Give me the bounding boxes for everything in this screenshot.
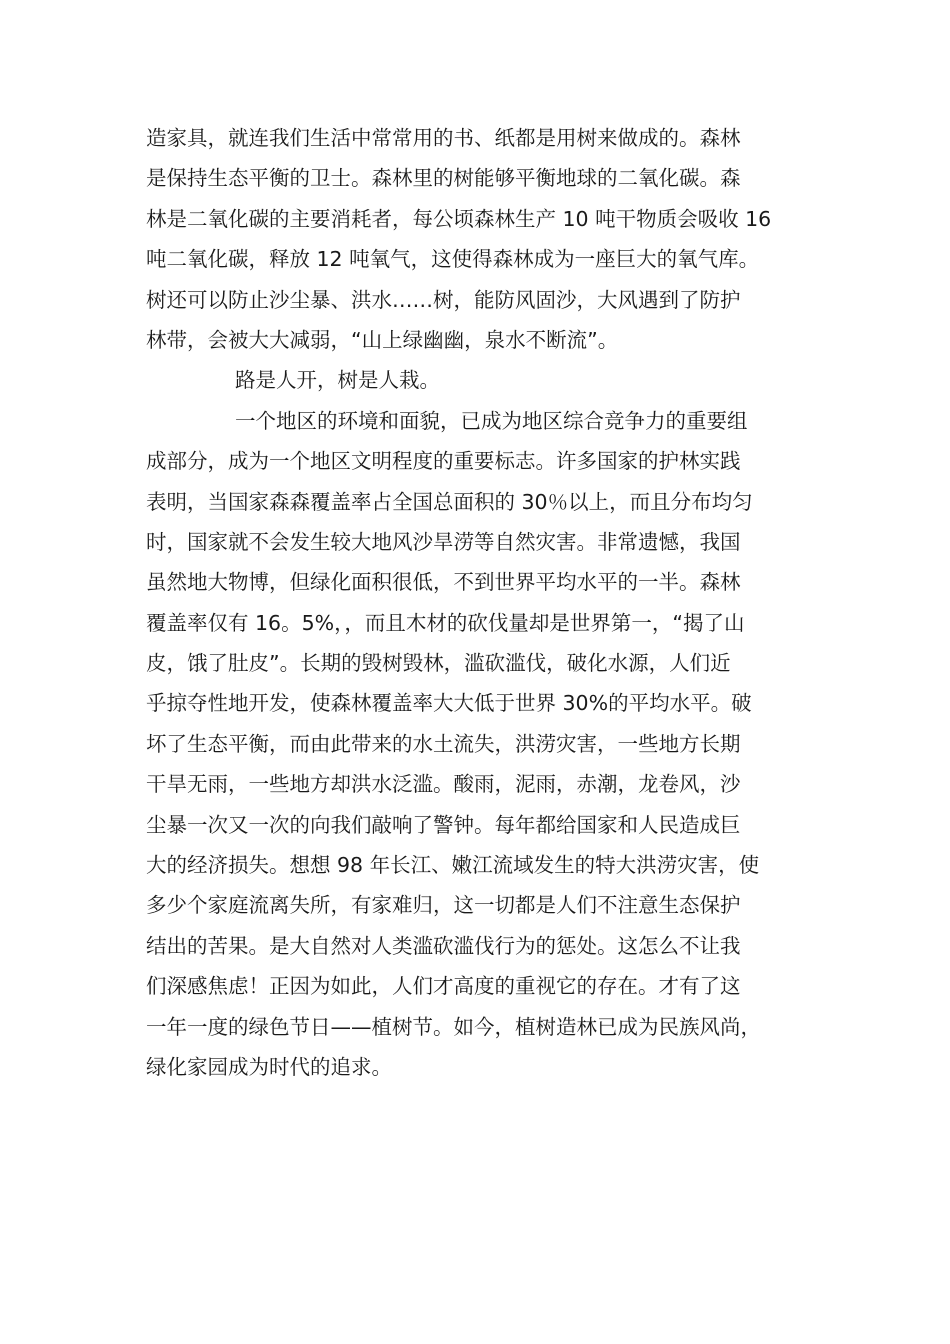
text-line: 时，国家就不会发生较大地风沙旱涝等自然灾害。非常遗憾，我国 (146, 529, 741, 554)
text-line: 结出的苦果。是大自然对人类滥砍滥伐行为的惩处。这怎么不让我 (146, 933, 741, 958)
text-line: 干旱无雨，一些地方却洪水泛滥。酸雨，泥雨，赤潮，龙卷风，沙 (146, 772, 741, 797)
text-line: 吨二氧化碳，释放 12 吨氧气，这使得森林成为一座巨大的氧气库。 (146, 247, 760, 272)
paragraph-environment (146, 401, 816, 1088)
paragraph-road-and-trees (146, 360, 816, 400)
text-line: 一个地区的环境和面貌，已成为地区综合竞争力的重要组 (235, 408, 748, 433)
text-line: 绿化家园成为时代的追求。 (146, 1054, 392, 1079)
paragraph-forest-benefits (146, 118, 816, 360)
text-line: 多少个家庭流离失所，有家难归，这一切都是人们不注意生态保护 (146, 893, 741, 918)
text-line: 造家具，就连我们生活中常常用的书、纸都是用树来做成的。森林 (146, 126, 741, 150)
text-line: 尘暴一次又一次的向我们敲响了警钟。每年都给国家和人民造成巨 (146, 812, 741, 837)
text-line: 成部分，成为一个地区文明程度的重要标志。许多国家的护林实践 (146, 449, 741, 474)
text-line: 覆盖率仅有 16。5%，，而且木材的砍伐量却是世界第一，“揭了山 (146, 610, 745, 635)
text-line: 路是人开，树是人栽。 (235, 368, 440, 393)
text-line: 坏了生态平衡，而由此带来的水土流失，洪涝灾害，一些地方长期 (146, 731, 741, 756)
text-line: 大的经济损失。想想 98 年长江、嫩江流域发生的特大洪涝灾害，使 (146, 853, 760, 878)
text-line: 一年一度的绿色节日——植树节。如今，植树造林已成为民族风尚， (146, 1014, 761, 1039)
text-line: 树还可以防止沙尘暴、洪水……树，能防风固沙，大风遇到了防护 (146, 287, 741, 312)
text-line: 皮，饿了肚皮”。长期的毁树毁林，滥砍滥伐，破化水源，人们近 (146, 651, 731, 676)
text-line: 表明，当国家森森覆盖率占全国总面积的 30％以上，而且分布均匀 (146, 489, 753, 514)
text-line: 是保持生态平衡的卫士。森林里的树能够平衡地球的二氧化碳。森 (146, 166, 741, 191)
text-line: 林带，会被大大减弱，“山上绿幽幽，泉水不断流”。 (146, 327, 619, 352)
document-body (146, 118, 816, 1087)
text-line: 虽然地大物博，但绿化面积很低，不到世界平均水平的一半。森林 (146, 570, 741, 595)
text-line: 乎掠夺性地开发，使森林覆盖率大大低于世界 30%的平均水平。破 (146, 691, 752, 716)
text-line: 林是二氧化碳的主要消耗者，每公顷森林生产 10 吨干物质会吸收 16 (146, 206, 772, 231)
text-line: 们深感焦虑！正因为如此，人们才高度的重视它的存在。才有了这 (146, 974, 741, 999)
